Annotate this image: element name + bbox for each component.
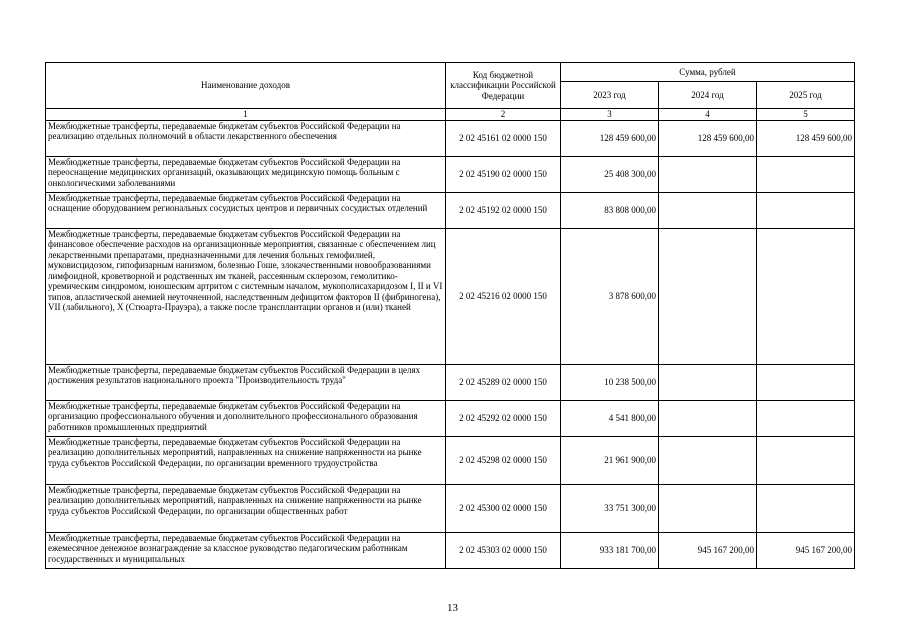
budget-code-cell: 2 02 45216 02 0000 150 (446, 228, 561, 364)
header-year-2024: 2024 год (659, 82, 757, 109)
amount-2024-cell: 128 459 600,00 (659, 120, 757, 156)
budget-code-cell: 2 02 45161 02 0000 150 (446, 120, 561, 156)
budget-code-cell: 2 02 45289 02 0000 150 (446, 364, 561, 400)
table-row (46, 364, 855, 400)
income-name-cell: Межбюджетные трансферты, передаваемые бюджетам субъектов Российской Федерации на реализацию отдельных полномочий в области лекарственного обеспечения (46, 120, 446, 156)
amount-2025-cell (757, 156, 855, 192)
table-row (46, 436, 855, 484)
amount-2023-cell: 25 408 300,00 (561, 156, 659, 192)
table-row (46, 120, 855, 156)
amount-2024-cell (659, 436, 757, 484)
income-name-cell: Межбюджетные трансферты, передаваемые бюджетам субъектов Российской Федерации на реализацию дополнительных мероприятий, направленных на снижение напряженности на рынке труда субъектов Российской Федерации, по организации общественных работ (46, 484, 446, 532)
budget-code-cell: 2 02 45192 02 0000 150 (446, 192, 561, 228)
table-row (46, 484, 855, 532)
budget-income-table (45, 62, 855, 569)
header-name: Наименование доходов (46, 63, 446, 109)
col-number-4: 4 (659, 109, 757, 121)
income-name-cell: Межбюджетные трансферты, передаваемые бюджетам субъектов Российской Федерации на оснащение оборудованием региональных сосудистых центров и первичных сосудистых отделений (46, 192, 446, 228)
col-number-3: 3 (561, 109, 659, 121)
table-row (46, 532, 855, 568)
amount-2024-cell: 945 167 200,00 (659, 532, 757, 568)
table-row (46, 400, 855, 436)
amount-2025-cell (757, 400, 855, 436)
amount-2025-cell (757, 228, 855, 364)
amount-2024-cell (659, 192, 757, 228)
budget-code-cell: 2 02 45190 02 0000 150 (446, 156, 561, 192)
col-number-5: 5 (757, 109, 855, 121)
amount-2023-cell: 933 181 700,00 (561, 532, 659, 568)
amount-2024-cell (659, 400, 757, 436)
amount-2025-cell: 128 459 600,00 (757, 120, 855, 156)
page-number: 13 (447, 602, 458, 614)
table-row (46, 156, 855, 192)
income-name-cell: Межбюджетные трансферты, передаваемые бюджетам субъектов Российской Федерации в целях достижения результатов национального проекта "Производительность труда" (46, 364, 446, 400)
amount-2023-cell: 128 459 600,00 (561, 120, 659, 156)
table-header-row (46, 63, 855, 82)
amount-2024-cell (659, 228, 757, 364)
amount-2023-cell: 4 541 800,00 (561, 400, 659, 436)
budget-code-cell: 2 02 45300 02 0000 150 (446, 484, 561, 532)
income-name-cell: Межбюджетные трансферты, передаваемые бюджетам субъектов Российской Федерации на организацию профессионального обучения и дополнительного профессионального образования работников промышленных предприятий (46, 400, 446, 436)
income-name-cell: Межбюджетные трансферты, передаваемые бюджетам субъектов Российской Федерации на финансовое обеспечение расходов на организационные мероприятия, связанные с обеспечением лиц лекарственными препаратами, предназначенными для лечения больных гемофилией, муковисцидозом, гипофизарным нанизмом, болезнью Гоше, злокачественными новообразованиями лимфоидной, кроветворной и родственных им тканей, рассеянным склерозом, гемолитико-уремическим синдромом, юношеским артритом с системным началом, мукополисахаридозом I, II и VI типов, апластической анемией неуточненной, наследственным дефицитом факторов II (фибриногена), VII (лабильного), X (Стюарта-Прауэра), а также после трансплантации органов и (или) тканей (46, 228, 446, 364)
amount-2023-cell: 10 238 500,00 (561, 364, 659, 400)
amount-2025-cell (757, 364, 855, 400)
income-name-cell: Межбюджетные трансферты, передаваемые бюджетам субъектов Российской Федерации на реализацию дополнительных мероприятий, направленных на снижение напряженности на рынке труда субъектов Российской Федерации, по организации временного трудоустройства (46, 436, 446, 484)
col-number-2: 2 (446, 109, 561, 121)
table-row (46, 228, 855, 364)
col-number-1: 1 (46, 109, 446, 121)
amount-2025-cell (757, 436, 855, 484)
amount-2023-cell: 83 808 000,00 (561, 192, 659, 228)
budget-code-cell: 2 02 45298 02 0000 150 (446, 436, 561, 484)
amount-2025-cell: 945 167 200,00 (757, 532, 855, 568)
amount-2023-cell: 33 751 300,00 (561, 484, 659, 532)
income-name-cell: Межбюджетные трансферты, передаваемые бюджетам субъектов Российской Федерации на переоснащение медицинских организаций, оказывающих медицинскую помощь больным с онкологическими заболеваниями (46, 156, 446, 192)
column-numbers-row (46, 109, 855, 121)
header-year-2025: 2025 год (757, 82, 855, 109)
income-name-cell: Межбюджетные трансферты, передаваемые бюджетам субъектов Российской Федерации на ежемесячное денежное вознаграждение за классное руководство педагогическим работникам государственных и муниципальных (46, 532, 446, 568)
budget-code-cell: 2 02 45303 02 0000 150 (446, 532, 561, 568)
amount-2024-cell (659, 484, 757, 532)
amount-2025-cell (757, 192, 855, 228)
amount-2025-cell (757, 484, 855, 532)
amount-2023-cell: 3 878 600,00 (561, 228, 659, 364)
amount-2024-cell (659, 364, 757, 400)
amount-2023-cell: 21 961 900,00 (561, 436, 659, 484)
table-row (46, 192, 855, 228)
amount-2024-cell (659, 156, 757, 192)
header-year-2023: 2023 год (561, 82, 659, 109)
header-code: Код бюджетной классификации Российской Федерации (446, 63, 561, 109)
header-sum: Сумма, рублей (561, 63, 855, 82)
budget-code-cell: 2 02 45292 02 0000 150 (446, 400, 561, 436)
